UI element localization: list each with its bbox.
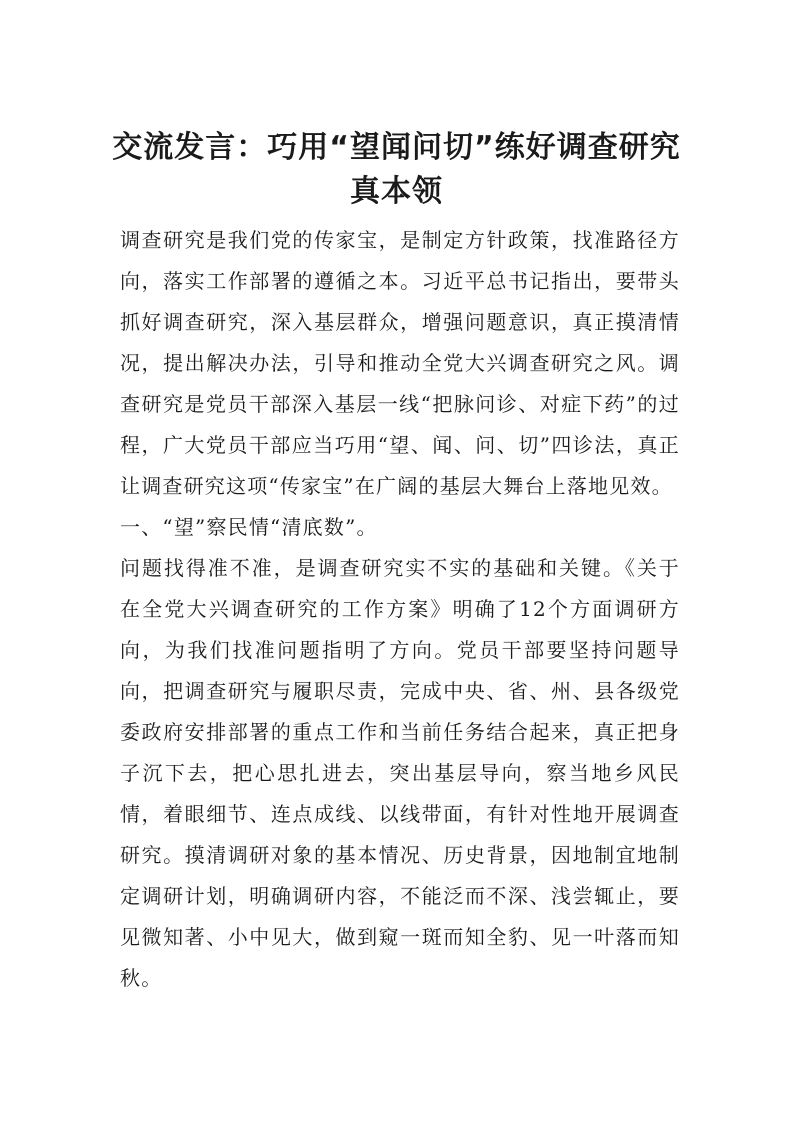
- section-paragraph: 问题找得准不准，是调查研究实不实的基础和关键。《关于在全党大兴调查研究的工作方案》明确了12个方面调研方向，为我们找准问题指明了方向。党员干部要坚持问题导向，把调查研究与履职尽责，完成中央、省、州、县各级党委政府安排部署的重点工作和当前任务结合起来，真正把身子沉下去，把心思扎进去，突出基层导向，察当地乡风民情，着眼细节、连点成线、以线带面，有针对性地开展调查研究。摸清调研对象的基本情况、历史背景，因地制宜地制定调研计划，明确调研内容，不能泛而不深、浅尝辄止，要见微知著、小中见大，做到窥一斑而知全豹、见一叶落而知秋。: [120, 556, 680, 990]
- document-title-line-2: 真本领: [350, 174, 443, 209]
- section-heading: 一、“望”察民情“清底数”。: [120, 515, 378, 539]
- intro-paragraph: 调查研究是我们党的传家宝，是制定方针政策，找准路径方向，落实工作部署的遵循之本。习近平总书记指出，要带头抓好调查研究，深入基层群众，增强问题意识，真正摸清情况，提出解决办法，引导和推动全党大兴调查研究之风。调查研究是党员干部深入基层一线“把脉问诊、对症下药”的过程，广大党员干部应当巧用“望、闻、问、切”四诊法，真正让调查研究这项“传家宝”在广阔的基层大舞台上落地见效。: [120, 228, 680, 498]
- document-title-line-1: 交流发言：巧用“望闻问切”练好调查研究: [112, 130, 681, 165]
- document-body: [120, 220, 680, 999]
